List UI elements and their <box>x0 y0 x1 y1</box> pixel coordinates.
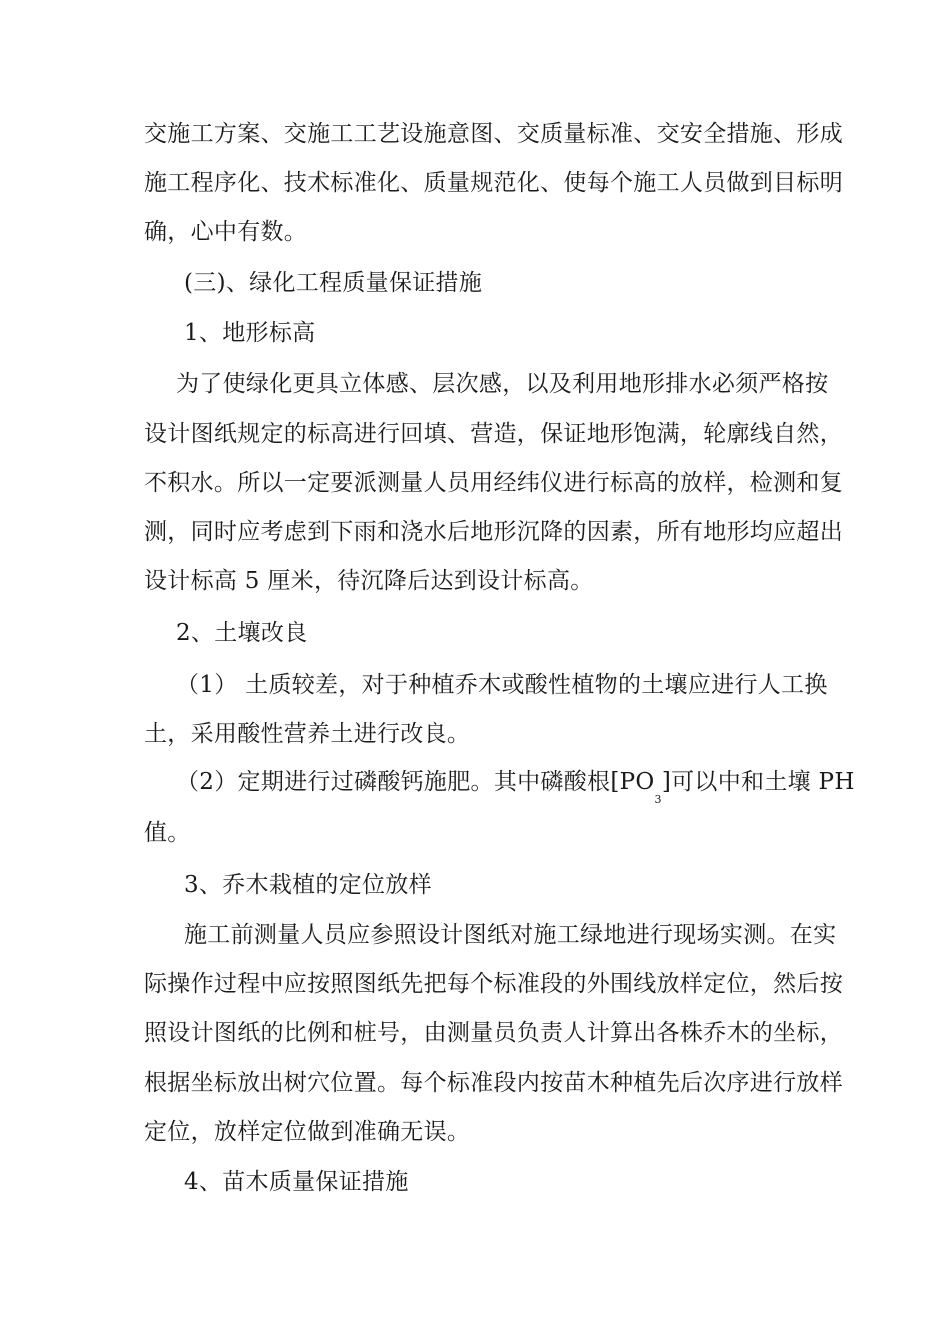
paragraph-line: 值。 <box>144 820 191 846</box>
paragraph-line: 确，心中有数。 <box>144 219 308 245</box>
paragraph-line-with-subscript <box>176 767 855 806</box>
formula-text-before: （2）定期进行过磷酸钙施肥。其中磷酸根[PO <box>176 769 655 795</box>
paragraph-line: 交施工方案、交施工工艺设施意图、交质量标准、交安全措施、形成 <box>144 121 843 147</box>
paragraph-line: 设计图纸规定的标高进行回填、营造，保证地形饱满，轮廓线自然， <box>144 421 843 447</box>
paragraph-line: 土，采用酸性营养土进行改良。 <box>144 721 471 747</box>
paragraph-line: 照设计图纸的比例和桩号，由测量员负责人计算出各株乔木的坐标， <box>144 1020 843 1046</box>
formula-subscript: 3 <box>654 793 662 806</box>
paragraph-line: 定位，放样定位做到准确无误。 <box>144 1119 471 1145</box>
subsection-heading: 3、乔木栽植的定位放样 <box>184 872 432 898</box>
formula-text-after: ]可以中和土壤 PH <box>661 769 855 795</box>
paragraph-line: （1） 土质较差，对于种植乔木或酸性植物的土壤应进行人工换 <box>176 672 828 698</box>
subsection-heading: 1、地形标高 <box>184 320 316 346</box>
paragraph-line: 际操作过程中应按照图纸先把每个标准段的外围线放样定位，然后按 <box>144 971 843 997</box>
paragraph-line: 为了使绿化更具立体感、层次感，以及利用地形排水必须严格按 <box>176 371 829 397</box>
section-heading: (三)、绿化工程质量保证措施 <box>184 270 483 296</box>
subsection-heading: 2、土壤改良 <box>176 620 308 646</box>
paragraph-line: 测，同时应考虑到下雨和浇水后地形沉降的因素，所有地形均应超出 <box>144 519 843 545</box>
paragraph-line: 施工前测量人员应参照设计图纸对施工绿地进行现场实测。在实 <box>184 922 837 948</box>
paragraph-line: 设计标高 5 厘米，待沉降后达到设计标高。 <box>144 568 594 594</box>
subsection-heading: 4、苗木质量保证措施 <box>184 1169 409 1195</box>
paragraph-line: 根据坐标放出树穴位置。每个标准段内按苗木种植先后次序进行放样 <box>144 1070 843 1096</box>
paragraph-line: 施工程序化、技术标准化、质量规范化、使每个施工人员做到目标明 <box>144 170 843 196</box>
paragraph-line: 不积水。所以一定要派测量人员用经纬仪进行标高的放样，检测和复 <box>144 470 843 496</box>
